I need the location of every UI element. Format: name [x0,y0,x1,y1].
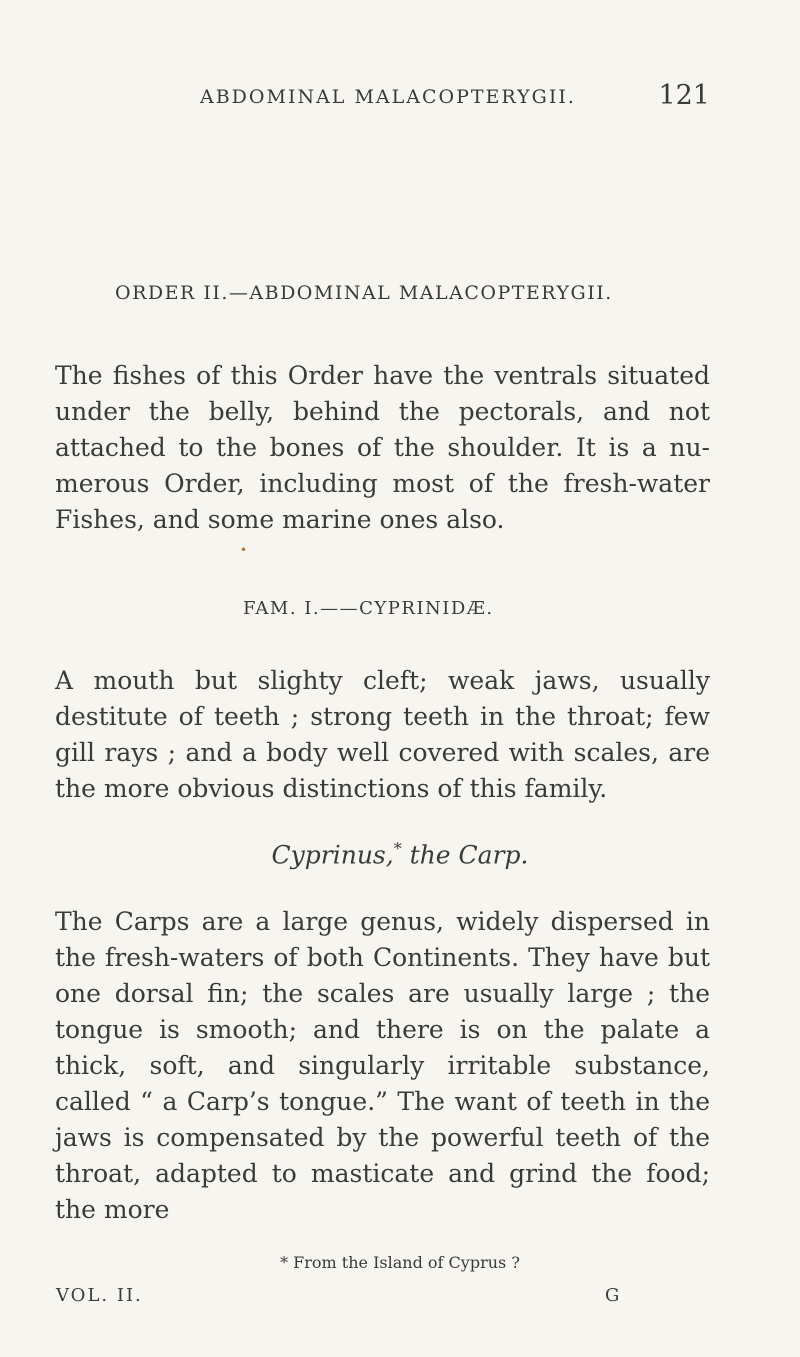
genus-name: Cyprinus, [271,840,394,870]
family-paragraph [55,663,710,807]
intro-paragraph-text: The fishes of this Order have the ventrals situated under the belly, behind the pectorals, and not attached to the bones of the shoulder. It is a nu-merous Order, including most of the fresh-water Fishes, and some marine ones also. [55,361,710,534]
order-heading: ORDER II.—ABDOMINAL MALACOPTERYGII. [115,282,613,304]
signature-mark: G [605,1285,620,1306]
intro-paragraph [55,358,710,538]
ink-fleck: • [240,543,248,557]
volume-signature: VOL. II. [56,1285,143,1306]
page-number: 121 [658,80,710,111]
genus-common-name: the Carp. [401,840,529,870]
footnote: * From the Island of Cyprus ? [280,1253,520,1272]
genus-heading [0,839,800,869]
running-head: ABDOMINAL MALACOPTERYGII. [200,86,576,108]
family-paragraph-text: A mouth but slighty cleft; weak jaws, usually destitute of teeth ; strong teeth in the throat; few gill rays ; and a body well covered with scales, are the more obvious distinctions of this family. [55,666,710,803]
family-heading: FAM. I.——CYPRINIDÆ. [243,598,494,619]
genus-paragraph-text: The Carps are a large genus, widely dispersed in the fresh-waters of both Continents. They have but one dorsal fin; the scales are usually large ; the tongue is smooth; and there is on the palate a thick, soft, and singularly irritable substance, called “ a Carp’s tongue.” The want of teeth in the jaws is compensated by the powerful teeth of the throat, adapted to masticate and grind the food; the more [55,907,710,1224]
page-header [200,80,710,120]
footnote-marker: * [393,839,402,858]
genus-paragraph [55,904,710,1228]
